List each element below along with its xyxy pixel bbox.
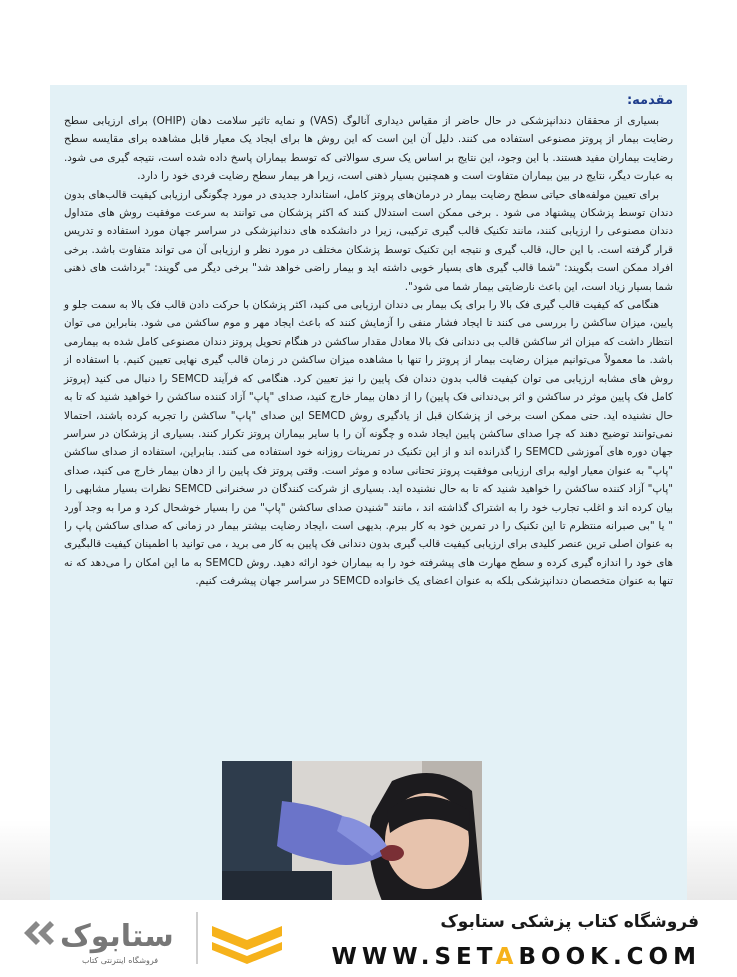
setabook-logo xyxy=(20,908,190,972)
logo-subtitle: فروشگاه اینترنتی کتاب xyxy=(82,956,159,965)
paragraph-1: بسیاری از محققان دندانپزشکی در حال حاضر از مقیاس دیداری آنالوگ (VAS) و نمایه تاثیر سلامت دهان (OHIP) برای ارزیابی سطح رضایت بیمار از پروتز مصنوعی استفاده می کنند. دلیل آن این است که این روش ها برای ایجاد یک معیار قابل مشاهده برای مقایسه سطح رضایت بیماران مفید هستند. با این وجود، این نتایج بر اساس یک سری سوالاتی که توسط بیماران پاسخ داده شده است، نتیجه گیری می شود. به عبارت دیگر، نتایج در بین بیماران متفاوت است و همچنین بسیار ذهنی است، زیرا هر بیمار سطح رضایت فردی خود را دارد. xyxy=(64,115,673,183)
paragraph-2: برای تعیین مولفه‌های حیاتی سطح رضایت بیمار در درمان‌های پروتز کامل، استاندارد جدیدی در مورد چگونگی ارزیابی کیفیت قالب‌های بدون دندان توسط پزشکان پیشنهاد می شود . برخی ممکن است استدلال کنند که اکثر پزشکان می توانند به سرعت موفقیت روش های متداول دندان مصنوعی را ارزیابی کنند، مانند تکنیک قالب گیری ترکیبی، زیرا در دانشکده های دندانپزشکی در سراسر جهان مورد استفاده و تدریس قرار گرفته است. با این حال، قالب گیری و نتیجه این تکنیک توسط پزشکان مختلف در مورد نظر و ارزیابی آن می تواند متفاوت باشد. برخی افراد ممکن است بگویند: "شما قالب گیری های بسیار خوبی داشته اید و بیمار راضی خواهد شد" برخی دیگر می گویند: "برداشت های ذهنی شما بسیار زیاد است، این باعث نارضایتی بیمار شما می شود". xyxy=(64,188,673,293)
logo-wordmark: ستابوک xyxy=(60,919,174,954)
store-name: فروشگاه کتاب پزشکی ستابوک xyxy=(440,912,699,932)
url-highlight: A xyxy=(495,944,519,970)
url-part-1: WWW.SET xyxy=(331,944,496,970)
logo-divider xyxy=(196,912,198,964)
clinical-photo-illustration xyxy=(222,761,482,900)
clinical-photo xyxy=(222,761,482,900)
section-heading: مقدمه: xyxy=(626,93,673,108)
url-part-2: BOOK.COM xyxy=(518,944,701,970)
store-url[interactable] xyxy=(332,944,701,970)
content-box xyxy=(50,85,687,900)
setabook-logo-mark xyxy=(20,908,190,958)
paragraph-3: هنگامی که کیفیت قالب گیری فک بالا را برای یک بیمار بی دندان ارزیابی می کنید، اکثر پزشکان با حرکت دادن قالب فک بالا به سمت جلو و پایین، میزان ساکشن را بررسی می کنند تا ایجاد فشار منفی را آزمایش کنند که باعث ایجاد مهر و موم ساکشن می شود. بنابراین می توان انتظار داشت که میزان اثر ساکشن قالب بی دندانی فک بالا معادل مقدار ساکشن در هنگام تحویل پروتز دندان مصنوعی کامل شده به بیمارمی باشد. ما معمولاً می‌توانیم میزان رضایت بیمار از پروتز را تنها با مشاهده میزان ساکشن در زمان قالب گیری نهایی تعیین کنیم. با استفاده از روش های مشابه ارزیابی می توان کیفیت قالب بدون دندان فک پایین را نیز تعیین کرد. هنگامی که فرآیند SEMCD را دنبال می کنید (پروتز کامل فک پایین موثر در ساکشن و اثر بی‌دندانی فک پایین) را از دهان بیمار خارج کنید، صدای "پاپ" آزاد کننده ساکشن را خواهید شنید که تا به حال نشنیده اید. حتی ممکن است برخی از پزشکان قبل از یادگیری روش SEMCD این صدای "پاپ" ساکشن را تجربه کرده باشند، احتمالا نمی‌توانند توضیح دهند که چرا صدای ساکشن پایین ایجاد شده و چگونه آن را با سایر بیماران پروتز تکرار کنند. بسیاری از پزشکان در سراسر جهان دوره های آموزشی SEMCD را گذرانده اند و از این تکنیک در تمرینات روزانه خود استفاده می کنند. بنابراین، استفاده از صدای ساکشن "پاپ" به عنوان معیار اولیه برای ارزیابی موفقیت پروتز تحتانی ساده و موثر است. وقتی پروتز فک پایین را از دهان بیمار خارج می کنید، صدای "پاپ" آزاد کننده ساکشن را خواهید شنید که تا به حال نشنیده اید. بسیاری از شرکت کنندگان در سخنرانی SEMCD نظرات بسیار مشابهی را بیان کرده اند و اغلب تجارب خود را به اشتراک گذاشته اند ، مانند "شنیدن صدای ساکشن "پاپ" من را بسیار خوشحال کرد و مرا به وجد آورد " یا "بی صبرانه منتظرم تا این تکنیک را در تمرین خود به کار ببرم. بدیهی است ،ایجاد رضایت بیشتر بیمار در زمانی که صدای ساکشن پاپ را به عنوان اصلی ترین عنصر کلیدی برای ارزیابی کیفیت قالب گیری بدون دندانی فک پایین به کار می برید ، می توانید با اطمینان کیفیت قالبگیری های خود را اندازه گیری کرده و سطح مهارت های پیشرفته خود را به بیماران خود ارائه دهید. روش SEMCD به ما این امکان را می‌دهد که نه تنها به عنوان متخصصان دندانپزشکی بلکه به عنوان اعضای یک خانواده SEMCD در سراسر جهان پیشرفت کنیم. xyxy=(64,299,674,588)
book-chevron-icon xyxy=(212,920,282,968)
footer-banner xyxy=(0,900,737,977)
